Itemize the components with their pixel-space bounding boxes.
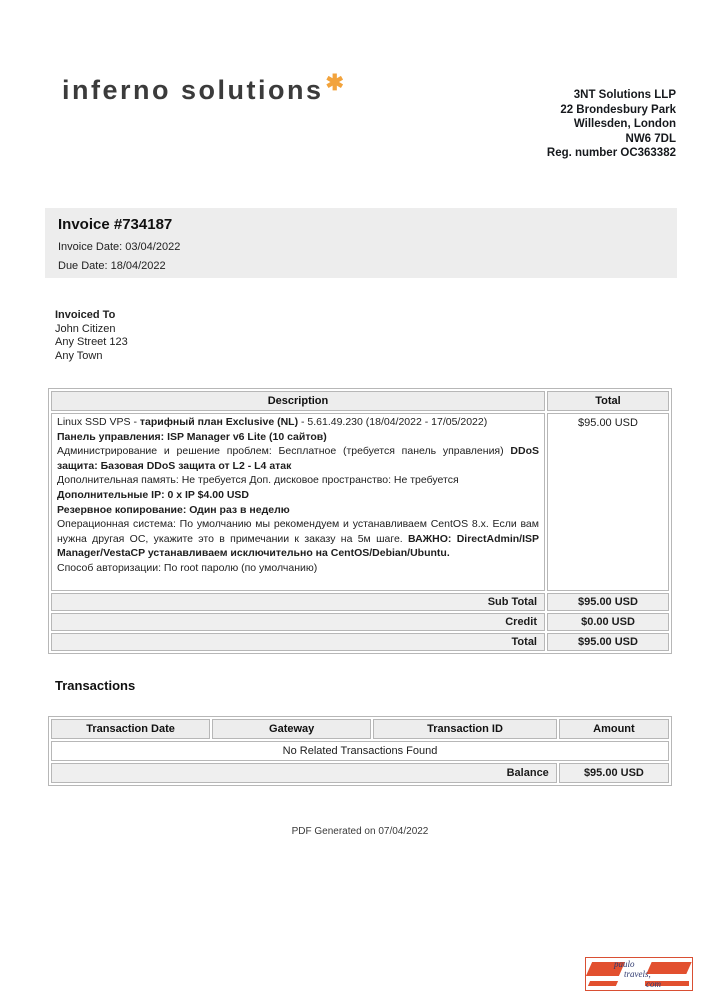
items-header-row: [51, 391, 669, 411]
due-date: Due Date: 18/04/2022: [58, 260, 166, 272]
company-address-block: [547, 88, 676, 161]
transactions-table: [48, 716, 672, 786]
credit-label: Credit: [51, 613, 545, 631]
balance-row: [51, 763, 669, 783]
amount-column-header: Amount: [559, 719, 669, 739]
gateway-column-header: Gateway: [212, 719, 371, 739]
company-address-line: 22 Brondesbury Park: [560, 103, 676, 116]
no-transactions-message: No Related Transactions Found: [51, 741, 669, 761]
total-row: [51, 633, 669, 651]
transactions-header-row: [51, 719, 669, 739]
company-reg-number: Reg. number OC363382: [546, 147, 676, 159]
total-label: Total: [51, 633, 545, 651]
paulo-travels-watermark: [585, 957, 693, 991]
description-column-header: Description: [51, 391, 545, 411]
subtotal-label: Sub Total: [51, 593, 545, 611]
invoiced-to-heading: Invoiced To: [55, 309, 116, 321]
item-description-cell: Linux SSD VPS - тарифный план Exclusive (NL) - 5.61.49.230 (18/04/2022 - 17/05/2022) Панель управления: ISP Manager v6 Lite (10 сайтов) Администрирование и решение проблем: Бесплатное (требуется панель управления) DDoS защита: Базовая DDoS защита от L2 - L4 атак Дополнительная память: Не требуется Доп. дисковое пространство: Не требуется Дополнительные IP: 0 x IP $4.00 USD Резервное копирование: Один раз в неделю Операционная система: По умолчанию мы рекомендуем и устанавливаем CentOS 8.x. Если вам нужна другая ОС, укажите это в примечании к заказу на 5м шаге. ВАЖНО: DirectAdmin/ISP Manager/VestaCP устанавливаем исключительно на CentOS/Debian/Ubuntu. Способ авторизации: По root паролю (по умолчанию): [51, 413, 545, 591]
watermark-text-line: paulo: [614, 959, 635, 969]
customer-town: Any Town: [55, 349, 103, 362]
invoice-date: Invoice Date: 03/04/2022: [58, 241, 181, 253]
company-logo: [62, 70, 344, 106]
logo-star-icon: ✱: [325, 70, 344, 95]
watermark-text: [614, 959, 676, 989]
total-value: $95.00 USD: [547, 633, 669, 651]
company-name: 3NT Solutions LLP: [573, 89, 676, 101]
item-row: [51, 413, 669, 591]
logo-text: inferno solutions: [62, 75, 324, 105]
watermark-text-line: travels,: [624, 969, 651, 979]
company-address-line: Willesden, London: [573, 118, 676, 130]
invoice-banner: [45, 208, 677, 278]
customer-name: John Citizen: [55, 322, 116, 335]
watermark-text-line: com: [646, 979, 661, 989]
credit-value: $0.00 USD: [547, 613, 669, 631]
total-column-header: Total: [547, 391, 669, 411]
credit-row: [51, 613, 669, 631]
customer-street: Any Street 123: [55, 336, 128, 348]
invoice-items-table: [48, 388, 672, 654]
company-postcode: NW6 7DL: [625, 132, 676, 145]
subtotal-value: $95.00 USD: [547, 593, 669, 611]
balance-label: Balance: [51, 763, 557, 783]
transactions-heading: Transactions: [55, 678, 136, 693]
invoiced-to-block: [55, 309, 128, 363]
transactions-empty-row: [51, 741, 669, 761]
transaction-date-column-header: Transaction Date: [51, 719, 210, 739]
subtotal-row: [51, 593, 669, 611]
invoice-number-title: Invoice #734187: [58, 216, 173, 233]
item-total-cell: $95.00 USD: [547, 413, 669, 591]
pdf-generated-note: PDF Generated on 07/04/2022: [291, 826, 429, 837]
balance-value: $95.00 USD: [559, 763, 669, 783]
transaction-id-column-header: Transaction ID: [373, 719, 557, 739]
